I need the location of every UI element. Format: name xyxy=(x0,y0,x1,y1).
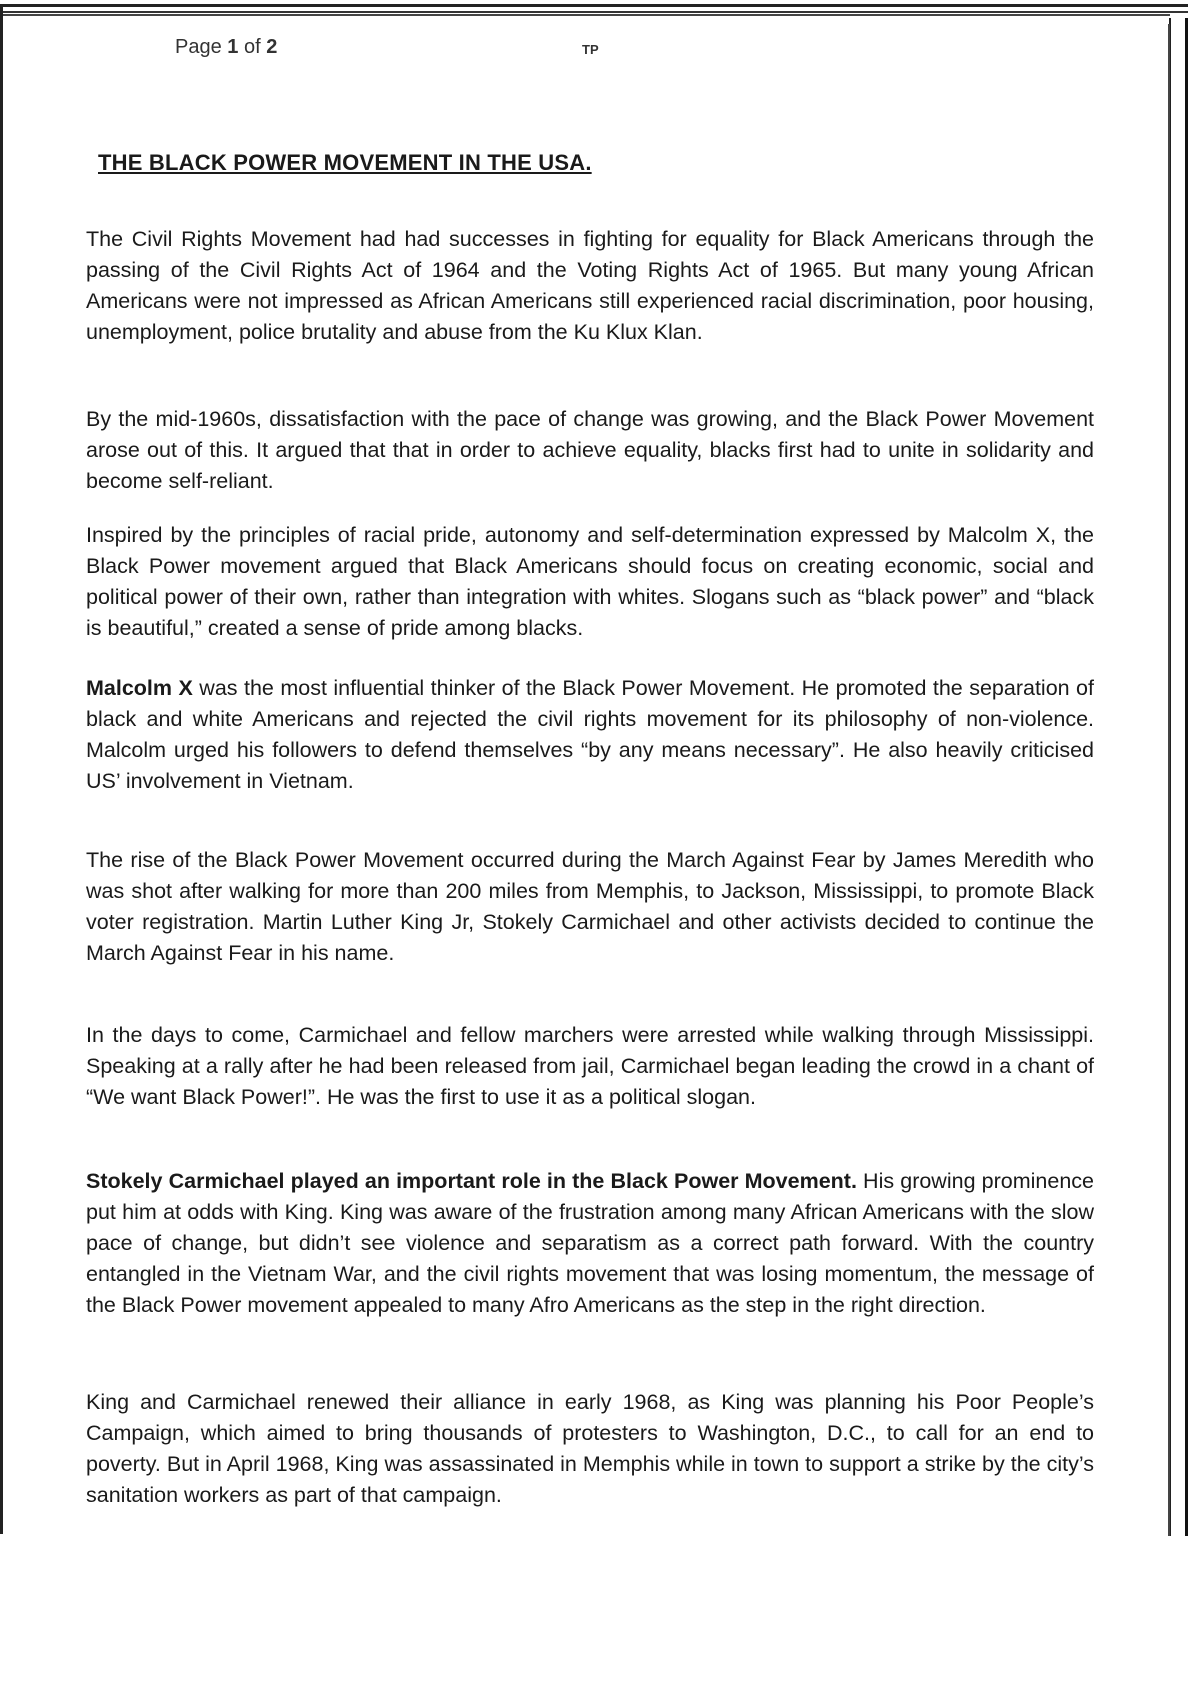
paragraph-text: King and Carmichael renewed their alliance in early 1968, as King was planning his Poor People’s Campaign, which aimed to bring thousands of protesters to Washington, D.C., to call for an end to poverty. But in April 1968, King was assassinated in Memphis while in town to support a strike by the city’s sanitation workers as part of that campaign. xyxy=(86,1390,1094,1507)
paragraph-text: The rise of the Black Power Movement occurred during the March Against Fear by James Meredith who was shot after walking for more than 200 miles from Memphis, to Jackson, Mississippi, to promote Black voter registration. Martin Luther King Jr, Stokely Carmichael and other activists decided to continue the March Against Fear in his name. xyxy=(86,848,1094,965)
paragraph-civil-rights xyxy=(86,224,1094,348)
paragraph-text: Inspired by the principles of racial pride, autonomy and self-determination expressed by Malcolm X, the Black Power movement argued that Black Americans should focus on creating economic, social and political power of their own, rather than integration with whites. Slogans such as “black power” and “black is beautiful,” created a sense of pride among blacks. xyxy=(86,523,1094,640)
page-number xyxy=(175,36,277,59)
header-initials: TP xyxy=(582,42,599,57)
paragraph-text: The Civil Rights Movement had had successes in fighting for equality for Black Americans through the passing of the Civil Rights Act of 1964 and the Voting Rights Act of 1965. But many young African Americans were not impressed as African Americans still experienced racial discrimination, poor housing, unemployment, police brutality and abuse from the Ku Klux Klan. xyxy=(86,227,1094,344)
paragraph-lead: Stokely Carmichael played an important role in the Black Power Movement. xyxy=(86,1169,857,1193)
paragraph-text: By the mid-1960s, dissatisfaction with the pace of change was growing, and the Black Power Movement arose out of this. It argued that that in order to achieve equality, blacks first had to unite in solidarity and become self-reliant. xyxy=(86,407,1094,493)
page-number-prefix: Page xyxy=(175,36,228,58)
paragraph-malcolm-x xyxy=(86,673,1094,797)
page-number-current: 1 xyxy=(227,36,239,58)
paragraph-text: His growing prominence put him at odds with King. King was aware of the frustration among many African Americans with the slow pace of change, but didn’t see violence and separatism as a correct path forward. With the country entangled in the Vietnam War, and the civil rights movement that was losing momentum, the message of the Black Power movement appealed to many Afro Americans as the step in the right direction. xyxy=(86,1169,1094,1317)
page-border-top-inner xyxy=(0,14,1170,16)
paragraph-lead: Malcolm X xyxy=(86,676,193,700)
page-border-left xyxy=(0,6,3,1534)
paragraph-text: was the most influential thinker of the Black Power Movement. He promoted the separation of black and white Americans and rejected the civil rights movement for its philosophy of non-violence. Malcolm urged his followers to defend themselves “by any means necessary”. He also heavily criticised US’ involvement in Vietnam. xyxy=(86,676,1094,793)
page-border-right xyxy=(1169,18,1188,1536)
page-border-top xyxy=(0,4,1188,13)
paragraph-days-to-come xyxy=(86,1020,1094,1113)
page-number-total: 2 xyxy=(266,36,278,58)
paragraph-inspired xyxy=(86,520,1094,644)
document-title: THE BLACK POWER MOVEMENT IN THE USA. xyxy=(98,150,592,175)
paragraph-mid-1960s xyxy=(86,404,1094,497)
paragraph-text: In the days to come, Carmichael and fellow marchers were arrested while walking through Mississippi. Speaking at a rally after he had been released from jail, Carmichael began leading the crowd in a chant of “We want Black Power!”. He was the first to use it as a political slogan. xyxy=(86,1023,1094,1109)
paragraph-stokely-carmichael xyxy=(86,1166,1094,1321)
page-border-right-inner xyxy=(1168,24,1170,1536)
paragraph-king-and-carmichael xyxy=(86,1387,1094,1511)
page-number-middle: of xyxy=(238,36,267,58)
paragraph-march-against-fear xyxy=(86,845,1094,969)
